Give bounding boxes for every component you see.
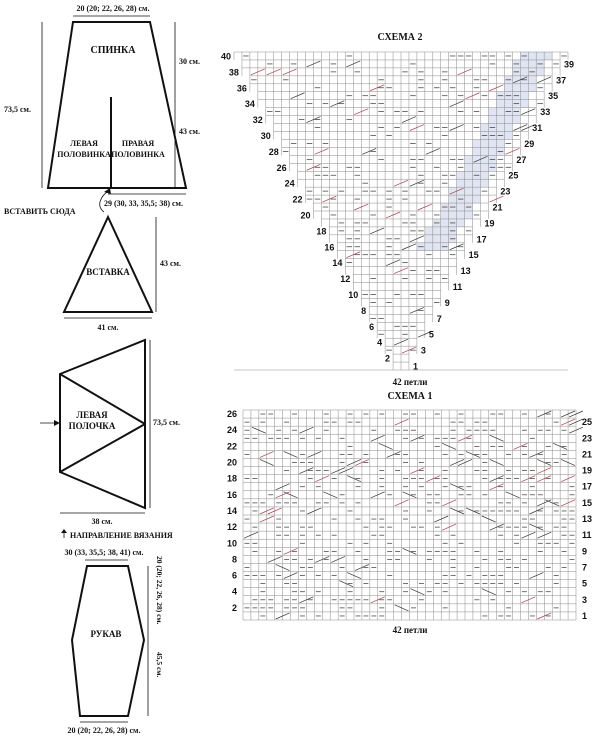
row-number-right: 23 <box>500 186 511 197</box>
row-number-right: 25 <box>508 170 519 181</box>
scheme1-stitches: 42 петли <box>392 625 428 635</box>
row-number-left: 20 <box>226 457 237 468</box>
row-number-left: 30 <box>260 130 271 141</box>
sleeve-title: РУКАВ <box>90 629 122 639</box>
row-number-right: 3 <box>582 594 588 605</box>
row-number-left: 18 <box>316 226 327 237</box>
direction-legend-arrowhead <box>61 529 67 533</box>
row-number-left: 6 <box>369 321 375 332</box>
front-width: 38 см. <box>91 517 113 526</box>
row-number-right: 29 <box>524 138 535 149</box>
sleeve-piece <box>65 548 165 735</box>
row-number-right: 11 <box>452 282 463 293</box>
insert-width: 41 см. <box>97 323 119 332</box>
row-number-right: 1 <box>412 361 418 372</box>
row-number-left: 8 <box>361 305 367 316</box>
back-right-half-label-2: ПОЛОВИНКА <box>111 150 165 159</box>
row-number-right: 15 <box>582 497 593 508</box>
row-number-right: 9 <box>582 546 588 557</box>
row-number-left: 32 <box>252 115 263 126</box>
scheme2-stitches: 42 петли <box>392 377 428 387</box>
row-number-right: 3 <box>420 345 426 356</box>
scheme1 <box>227 391 592 635</box>
row-number-left: 34 <box>244 99 255 110</box>
row-number-right: 5 <box>582 578 588 589</box>
back-lower-height: 43 см. <box>179 127 200 136</box>
row-number-left: 24 <box>226 425 237 436</box>
front-title-2: ПОЛОЧКА <box>68 421 116 431</box>
row-number-left: 10 <box>226 538 237 549</box>
back-right-half-label-1: ПРАВАЯ <box>121 139 155 148</box>
insert-here-label: ВСТАВИТЬ СЮДА <box>4 207 76 216</box>
back-piece <box>4 4 200 216</box>
front-height: 73,5 см. <box>153 418 180 427</box>
sleeve-top-width: 30 (33, 35,5; 38, 41) см. <box>64 548 144 557</box>
back-title: СПИНКА <box>90 45 136 56</box>
row-number-right: 15 <box>468 250 479 261</box>
row-number-left: 2 <box>231 602 237 613</box>
row-number-right: 7 <box>582 562 588 573</box>
sleeve-upper-height: 20 (20; 22, 26, 28) см. <box>155 556 164 625</box>
scheme2 <box>221 32 574 387</box>
back-left-half-label-2: ПОЛОВИНКА <box>57 150 111 159</box>
row-number-right: 5 <box>428 329 434 340</box>
row-number-left: 38 <box>228 67 239 78</box>
row-number-right: 13 <box>460 266 471 277</box>
row-number-left: 16 <box>226 489 237 500</box>
row-number-right: 19 <box>484 218 495 229</box>
back-left-half-label-1: ЛЕВАЯ <box>70 139 98 148</box>
row-number-left: 28 <box>268 146 279 157</box>
row-number-left: 14 <box>332 258 343 269</box>
insert-piece <box>64 217 181 332</box>
row-number-right: 21 <box>492 202 503 213</box>
row-number-left: 16 <box>324 242 335 253</box>
row-number-right: 33 <box>540 107 551 118</box>
row-number-left: 2 <box>385 353 391 364</box>
row-number-right: 39 <box>564 59 575 70</box>
insert-title: ВСТАВКА <box>86 267 130 277</box>
row-number-right: 23 <box>582 433 593 444</box>
scheme1-grid <box>243 410 576 620</box>
direction-legend <box>61 529 173 540</box>
row-number-left: 26 <box>226 409 237 420</box>
row-number-left: 4 <box>377 337 383 348</box>
row-number-right: 13 <box>582 514 593 525</box>
scheme2-title: СХЕМА 2 <box>377 32 423 43</box>
row-number-left: 24 <box>284 178 295 189</box>
scheme2-grid <box>234 52 568 370</box>
back-top-width: 20 (20; 22, 26, 28) см. <box>76 4 150 13</box>
row-number-right: 37 <box>556 75 567 86</box>
row-number-right: 17 <box>582 481 593 492</box>
insert-height: 43 см. <box>160 259 181 268</box>
front-title-1: ЛЕВАЯ <box>76 410 108 420</box>
row-number-left: 22 <box>292 194 303 205</box>
row-number-left: 22 <box>226 441 237 452</box>
row-number-right: 7 <box>436 313 442 324</box>
row-number-left: 12 <box>340 274 351 285</box>
row-number-right: 19 <box>582 465 593 476</box>
row-number-right: 31 <box>532 123 543 134</box>
back-bottom-width: 29 (30, 33, 35,5; 38) см. <box>104 199 183 208</box>
row-number-left: 40 <box>220 51 231 62</box>
sleeve-lower-height: 45,5 см. <box>155 652 164 678</box>
back-total-height: 73,5 см. <box>4 105 31 114</box>
sleeve-outline <box>72 566 144 716</box>
back-upper-height: 30 см. <box>179 57 200 66</box>
scheme1-title: СХЕМА 1 <box>387 391 433 402</box>
sleeve-bottom-width: 20 (20; 22, 26, 28) см. <box>67 726 141 735</box>
row-number-right: 27 <box>516 154 527 165</box>
front-inner-line-bottom <box>60 424 145 472</box>
row-number-right: 25 <box>582 417 593 428</box>
row-number-left: 10 <box>348 289 359 300</box>
row-number-left: 4 <box>231 586 237 597</box>
row-number-right: 9 <box>444 297 450 308</box>
row-number-right: 35 <box>548 91 559 102</box>
row-number-left: 8 <box>231 554 237 565</box>
row-number-right: 1 <box>582 610 588 621</box>
row-number-left: 26 <box>276 162 287 173</box>
row-number-left: 14 <box>226 505 237 516</box>
row-number-left: 36 <box>236 83 247 94</box>
row-number-left: 6 <box>231 570 237 581</box>
row-number-right: 21 <box>582 449 593 460</box>
row-number-right: 11 <box>582 530 592 541</box>
direction-note: НАПРАВЛЕНИЕ ВЯЗАНИЯ <box>70 531 173 540</box>
front-piece <box>40 340 180 526</box>
row-number-right: 17 <box>476 234 487 245</box>
row-number-left: 18 <box>226 473 237 484</box>
row-number-left: 12 <box>226 522 237 533</box>
insert-outline <box>64 217 152 312</box>
row-number-left: 20 <box>300 210 311 221</box>
